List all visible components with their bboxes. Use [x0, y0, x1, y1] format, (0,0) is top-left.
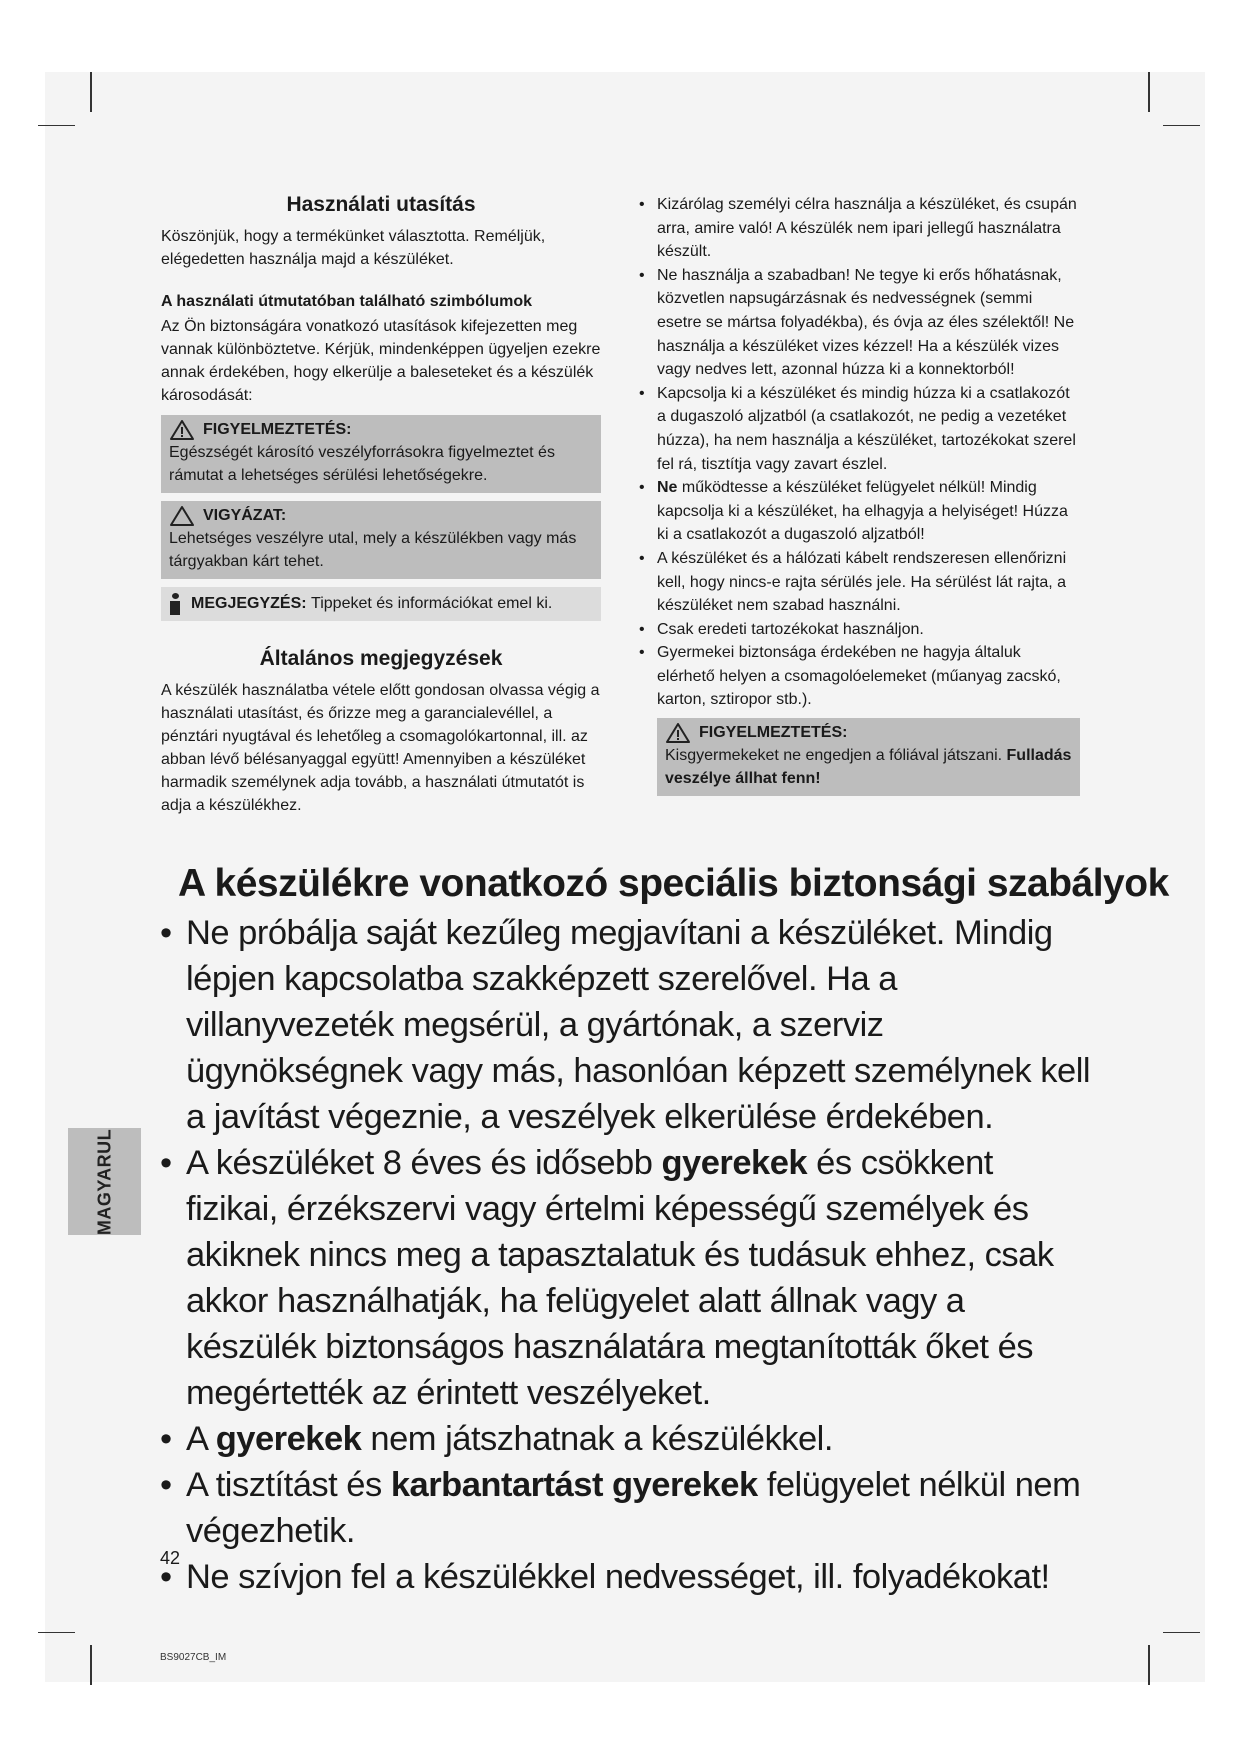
list-item: • Ne működtesse a készüléket felügyelet nélkül! Mindig kapcsolja ki a készüléket, ha elhagyja a helyiséget! Húzza ki a csatlakozót a dugaszoló aljzatból! [635, 476, 1080, 547]
list-item: • Ne használja a szabadban! Ne tegye ki erős hőhatásnak, közvetlen napsugárzásnak és nedvességnek (semmi esetre se mártsa folyadékba), és óvja az éles szélektől! Ne használja a készüléket vizes kézzel! Ha a készülék vizes vagy nedves lett, azonnal húzza ki a konnektorból! [635, 264, 1080, 382]
list-item: • Csak eredeti tartozékokat használjon. [635, 618, 1080, 642]
list-item: • A készüléket 8 éves és idősebb gyerekek és csökkent fizikai, érzékszervi vagy értelmi képességű személyek és akiknek nincs meg a tapasztalatuk és tudásuk ehhez, csak akkor használhatják, ha felügyelet alatt állnak vagy a készülék biztonságos használatára megtanították őket és megértették az érintett veszélyeket. [158, 1140, 1093, 1416]
language-tab [68, 1128, 141, 1235]
page-number: 42 [160, 1548, 181, 1568]
language-label: MAGYARUL [94, 1128, 114, 1235]
list-item: • Ne szívjon fel a készülékkel nedvességet, ill. folyadékokat! [158, 1554, 1093, 1600]
list-item: • Gyermekei biztonsága érdekében ne hagyja általuk elérhető helyen a csomagolóelemeket (műanyag zacskó, karton, sztiropor stb.). [635, 641, 1080, 712]
packaging-warning-box [657, 718, 1080, 796]
warning-triangle-icon [169, 419, 195, 441]
crop-mark [90, 72, 92, 112]
list-item: • Kapcsolja ki a készüléket és mindig húzza ki a csatlakozót a dugaszoló aljzatból (a csatlakozót, ne pedig a vezetéket húzza), ha nem használja a készüléket, tartozékokat szerel fel rá, tisztítja vagy zavart észlel. [635, 382, 1080, 476]
manual-title: Használati utasítás [286, 193, 476, 216]
general-title: Általános megjegyzések [259, 647, 503, 670]
caution-text: Lehetséges veszélyre utal, mely a készülékben vagy más tárgyakban kárt tehet. [169, 530, 577, 570]
caution-title: VIGYÁZAT: [203, 507, 287, 524]
symbols-heading: A használati útmutatóban található szimbólumok [161, 293, 532, 310]
list-item: • A gyerekek nem játszhatnak a készülékkel. [158, 1416, 1093, 1462]
warning-text: Egészségét károsító veszélyforrásokra figyelmeztet és rámutat a lehetséges sérülési lehetőségekre. [169, 444, 555, 484]
info-icon [169, 593, 181, 615]
list-item: • Kizárólag személyi célra használja a készüléket, és csupán arra, amire való! A készülék nem ipari jellegű használatra készült. [635, 193, 1080, 264]
warning-box [161, 415, 601, 493]
crop-mark [1148, 72, 1150, 112]
safety-list [635, 193, 1080, 712]
right-column [635, 193, 1080, 796]
document-code: BS9027CB_IM [160, 1652, 227, 1663]
crop-mark [1163, 1632, 1200, 1633]
warning-title: FIGYELMEZTETÉS: [699, 724, 848, 742]
special-safety-list [158, 910, 1093, 1600]
symbols-text: Az Ön biztonságára vonatkozó utasítások kifejezetten meg vannak különböztetve. Kérjük, mindenképpen ügyeljen ezekre annak érdekében, hogy elkerülje a baleseteket és a készülék károsodását: [161, 318, 601, 404]
list-item: • A készüléket és a hálózati kábelt rendszeresen ellenőrizni kell, hogy nincs-e rajta sérülés jele. Ha sérülést lát rajta, a készüléket nem szabad használni. [635, 547, 1080, 618]
note-box [161, 587, 601, 621]
list-item: • Ne próbálja saját kezűleg megjavítani a készüléket. Mindig lépjen kapcsolatba szakképzett szerelővel. Ha a villanyvezeték megsérül, a gyártónak, a szerviz ügynökségnek vagy más, hasonlóan képzett személynek kell a javítást végeznie, a veszélyek elkerülése érdekében. [158, 910, 1093, 1140]
crop-mark [38, 125, 75, 126]
special-safety-title: A készülékre vonatkozó speciális biztonsági szabályok [178, 862, 1169, 905]
left-column [161, 193, 601, 817]
warning-title: FIGYELMEZTETÉS: [203, 421, 352, 438]
crop-mark [1163, 125, 1200, 126]
warning-text: Kisgyermekeket ne engedjen a fóliával játszani. Fulladás veszélye állhat fenn! [665, 747, 1072, 788]
caution-box [161, 501, 601, 579]
crop-mark [90, 1645, 92, 1685]
crop-mark [1148, 1645, 1150, 1685]
general-text: A készülék használatba vétele előtt gondosan olvassa végig a használati utasítást, és őrizze meg a garancialevéllel, a pénztári nyugtával és lehetőleg a csomagolókartonnal, ill. az abban lévő bélésanyaggal együtt! Amennyiben a készüléket harmadik személynek adja tovább, a használati útmutatót is adja a készülékhez. [161, 682, 600, 814]
list-item: • A tisztítást és karbantartást gyerekek felügyelet nélkül nem végezhetik. [158, 1462, 1093, 1554]
intro-text: Köszönjük, hogy a termékünket választotta. Reméljük, elégedetten használja majd a készüléket. [161, 228, 546, 268]
note-text: Tippeket és információkat emel ki. [311, 595, 553, 612]
warning-triangle-icon [665, 722, 691, 744]
crop-mark [38, 1632, 75, 1633]
note-title: MEGJEGYZÉS: [191, 595, 307, 612]
caution-triangle-icon [169, 505, 195, 527]
